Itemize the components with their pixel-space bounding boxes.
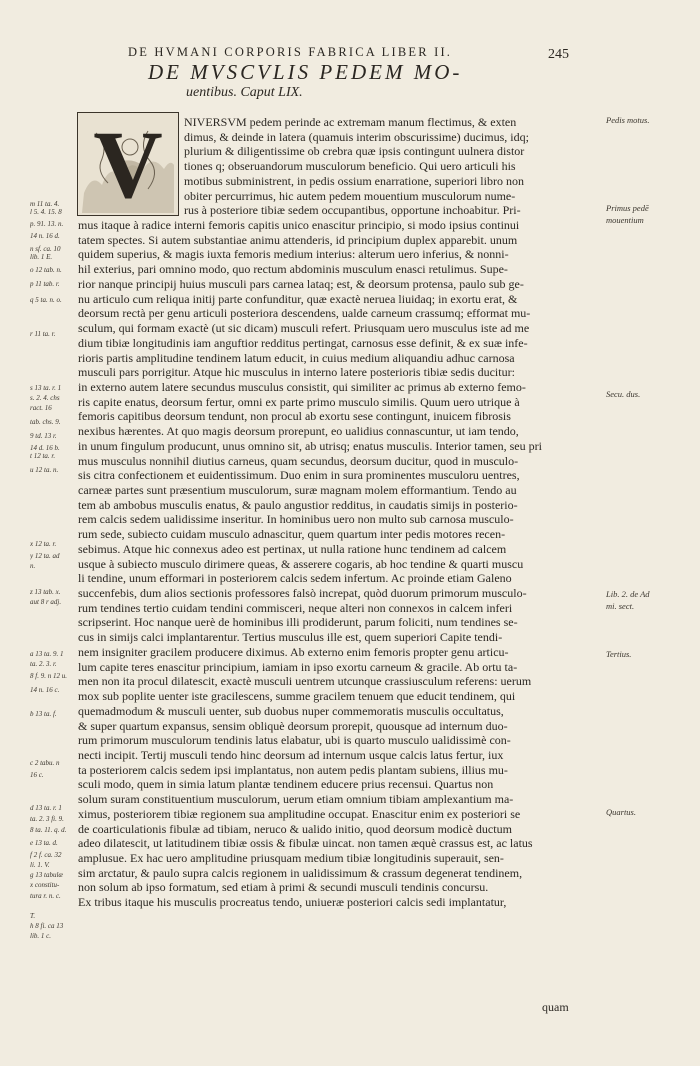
- margin-note-right: mouentium: [606, 216, 644, 225]
- margin-note-left: p. 91. 13. n.: [30, 220, 64, 228]
- body-line: nexibus hærentes. At quo magis deorsum prorepunt, eo ualidius connascuntur, ut iam tendo,: [78, 424, 519, 439]
- page-number: 245: [548, 47, 569, 62]
- body-line: sim arctatur, & paulo supra calcis regionem in ualidissimum & crassum degenerat tendinem,: [78, 865, 523, 880]
- margin-note-left: f 2 f. ca. 32: [30, 851, 62, 859]
- margin-note-left: r 11 ta. r.: [30, 330, 56, 338]
- margin-note-left: s 13 ta. r. 1: [30, 384, 62, 392]
- margin-note-left: a 13 ta. 9. 1: [30, 650, 64, 658]
- body-line: plurium & diligentissime ob crebra quæ ipsis contingunt uulnera distor: [184, 144, 525, 159]
- body-line: necti incipit. Tertij musculi tendo hinc deorsum ad internum usque calcis latus fertur, iux: [78, 747, 504, 762]
- decorated-initial-illustration: [78, 113, 178, 215]
- body-line: dium tibiæ longitudinis iam anguftior redditus pertingat, carnosus esse definit, & ex suæ infe-: [78, 335, 528, 350]
- body-line: motibus subministrent, in pedis ossium enarratione, superiori libro non: [184, 173, 524, 188]
- margin-note-left: ta. 2. 3. r.: [30, 660, 57, 668]
- body-line: Ex tribus itaque his musculis procreatus tendo, uniueræ posteriori calcis sedi implantatur,: [78, 895, 507, 910]
- body-line: non solum ab ipso formatum, sed etiam à primi & secundi musculi tendinis concursu.: [78, 880, 489, 895]
- body-line: rioris partis amplitudine tendinem latum educit, in cuius medium aliquandiu adhuc carnosa: [78, 350, 515, 365]
- body-line: quidem superius, & magis iuxta femoris medium interius: alterum uero inferius, & nonni-: [78, 247, 509, 262]
- body-line: mox sub poplite uenter iste gracilescens, summe gracilem tenuem que educit tendinem, qui: [78, 689, 516, 704]
- body-line: deorsum rectà per genu articuli posteriora descendens, ualde carneum crassumq; efformat mu-: [78, 306, 531, 321]
- margin-note-left: 8 ta. 11. q. d.: [30, 826, 67, 834]
- margin-note-left: tura r. n. c.: [30, 892, 61, 900]
- body-line: nu articulo cum reliqua initij parte confunditur, quæ exactè neruea liuidaq; in exortu erat, &: [78, 291, 518, 306]
- body-line: cus in simijs calci implantarentur. Tertius musculus ille est, quem superiori Capite tendi-: [78, 630, 503, 645]
- margin-note-left: aut 8 r adj.: [30, 598, 62, 606]
- body-line: rus à posteriore tibiæ sedem occupantibus, opportune inchoabitur. Pri-: [184, 203, 521, 218]
- body-line: in unum fingulum producunt, unus omnino sit, ab utrisq; enatus musculis. Interior tamen, seu pri: [78, 438, 542, 453]
- margin-note-left: t 12 ta. r.: [30, 452, 56, 460]
- margin-note-left: 16 c.: [30, 771, 44, 779]
- body-line: ximus, posteriorem tibiæ regionem sua amplitudine occupat. Enascitur enim ex posteriori se: [78, 806, 521, 821]
- body-line: femoris capitibus deorsum tendunt, non procul ab exortu sese contingunt, inuicem fibrosis: [78, 409, 511, 424]
- body-line: usque à subiecto musculo dirimere queas, & asserere cogaris, ab hoc tendine & quarti muscu: [78, 556, 524, 571]
- margin-note-left: q 5 ta. n. o.: [30, 296, 62, 304]
- margin-note-left: 8 f. 9. n 12 u.: [30, 672, 67, 680]
- margin-note-right: Tertius.: [606, 650, 632, 659]
- margin-note-left: 9 td. 13 r.: [30, 432, 57, 440]
- margin-note-left: s. 2. 4. chs: [30, 394, 60, 402]
- margin-note-left: tab. chs. 9.: [30, 418, 61, 426]
- body-line: sebimus. Atque hic connexus adeo est pertinax, ut nulla ratione hunc tendinem ad calcem: [78, 541, 507, 556]
- margin-note-right: mi. sect.: [606, 602, 635, 611]
- margin-note-left: 14 n. 16 d.: [30, 232, 60, 240]
- body-line: quemadmodum & musculi uenter, sub duobus nuper commemoratis musculis occultatus,: [78, 703, 504, 718]
- initial-letter: V: [93, 113, 163, 215]
- margin-note-left: ta. 2. 3 fi. 9.: [30, 815, 64, 823]
- margin-note-right: Secu. dus.: [606, 390, 641, 399]
- body-line: succenfebis, dum alios sectionis professores falsò increpat, quòd duorum primorum musculo-: [78, 586, 527, 601]
- body-line: scripserint. Hoc nanque uerè de hominibus illi prodiderunt, parum foliciti, num tendines se-: [78, 615, 518, 630]
- margin-note-left: li. 1. V.: [30, 861, 50, 869]
- margin-note-right: Lib. 2. de Ad: [606, 590, 650, 599]
- margin-note-left: e 13 ta. d.: [30, 839, 58, 847]
- body-line: sculum, qui formam exactè (ut sic dicam) musculi refert. Priusquam uero musculus iste ad me: [78, 321, 530, 336]
- body-line: dimus, & deinde in latera (quamuis interim obscurissime) ducimus, idq;: [184, 129, 529, 144]
- body-line: mus itaque à radice interni femoris capitis unico enascitur principio, si modo ipsius continui: [78, 218, 520, 233]
- body-line: mus musculus nonnihil diutius carneus, quam secundus, deorsum ducitur, quod in musculo-: [78, 453, 519, 468]
- margin-note-left: ract. 16: [30, 404, 52, 412]
- body-line: lum capite teres enascitur principium, iamiam in ipso exortu carneum & gracile. Ab ortu ta-: [78, 659, 518, 674]
- margin-note-left: b 13 ta. f.: [30, 710, 57, 718]
- margin-note-left: lib. 1 E.: [30, 253, 53, 261]
- margin-note-left: T.: [30, 912, 36, 920]
- chapter-title: DE MVSCVLIS PEDEM MO-: [148, 60, 463, 84]
- body-line: carneæ partes sunt præsentium musculorum, suræ magnam molem efformantium. Tendo au: [78, 483, 517, 497]
- chapter-subtitle: uentibus. Caput LIX.: [186, 85, 303, 100]
- margin-note-left: p 11 tab. r.: [30, 280, 60, 288]
- margin-note-left: l 5. 4. 15. 8: [30, 208, 62, 216]
- body-line: li tendine, unum efformari in posteriorem calcis sedem infertum. Ac proinde etiam Galeno: [78, 571, 512, 586]
- catchword: quam: [542, 1000, 569, 1014]
- running-head: DE HVMANI CORPORIS FABRICA LIBER II.: [128, 45, 453, 59]
- margin-note-left: z 13 tab. x.: [30, 588, 61, 596]
- body-line: NIVERSVM pedem perinde ac extremam manum flectimus, & exten: [184, 115, 517, 129]
- margin-note-left: x constitu-: [30, 881, 60, 889]
- margin-note-right: Quartus.: [606, 808, 636, 817]
- body-line: in externo autem latere secundus musculus consistit, qui similiter ac primus ab externo femo-: [78, 379, 526, 394]
- margin-note-left: m 11 ta. 4.: [30, 200, 60, 208]
- body-line: adeo dilatescit, ut latitudinem tibiæ ossis & fibulæ uincat. non tamen æquè crassus est, ac latus: [78, 836, 533, 851]
- margin-note-left: c 2 tabu. n: [30, 759, 60, 767]
- body-line: tem ab ambobus musculis enatus, & paulo angustior redditus, in caudatis simijs in posterio-: [78, 497, 518, 512]
- body-line: musculi pars porrigitur. Atque hic musculus in interno latere posterioris tibiæ sedis ducitur:: [78, 365, 515, 380]
- body-line: rior nanque principij huius musculi pars carnea lataq; est, & deorsum protensa, paulo sub ge-: [78, 276, 524, 291]
- body-line: ta posteriorem calcis sedem ipsi implantatus, non autem pedis plantam subiens, illius mu-: [78, 762, 508, 777]
- margin-note-left: h 8 fi. ca 13: [30, 922, 64, 930]
- margin-note-left: lib. 1 c.: [30, 932, 51, 940]
- margin-note-left: o 12 tab. n.: [30, 266, 62, 274]
- margin-note-left: x 12 ta. r.: [30, 540, 57, 548]
- body-line: amplusue. Ex hac uero amplitudine priusquam medium tibiæ longitudinis superauit, sen-: [78, 851, 504, 865]
- body-line: men non ita procul dilatescit, exactè musculi uentrem utcunque crassiusculum referens: uerum: [78, 674, 532, 689]
- margin-note-left: n.: [30, 562, 36, 570]
- body-line: & super quartum expansus, sensim obliquè deorsum prorepit, quousque ad internum duo-: [78, 718, 508, 733]
- body-line: de coarticulationis fibulæ ad tibiam, neruco & ualido initio, quod deorsum modicè ductum: [78, 821, 512, 836]
- margin-note-left: 14 n. 16 c.: [30, 686, 60, 694]
- body-line: rum primorum musculorum tendinis latus elabatur, ubi is quarto musculo ualidissimè con-: [78, 733, 511, 748]
- body-line: sis citra confectionem et euidentissimum. Duo enim in sura prominentes musculoru uentres,: [78, 468, 520, 483]
- margin-note-left: g 13 tabulæ: [30, 871, 64, 879]
- body-line: sculi modo, quem in simia latum plantæ tendinem educere prius recensui. Quartus non: [78, 777, 494, 792]
- margin-note-left: y 12 ta. ad: [30, 552, 60, 560]
- body-line: nem insigniter gracilem producere diximus. Ab externo enim femoris propter genu articu-: [78, 644, 509, 659]
- body-line: rum tendines tertio cuidam tendini commisceri, neque alteri non connexos in calcem inferi: [78, 600, 513, 615]
- margin-note-left: u 12 ta. n.: [30, 466, 59, 474]
- body-line: rum sede, subiecto cuidam musculo adnascitur, quem quartum inter pedis motores recen-: [78, 527, 506, 542]
- body-line: solum suram constituentium musculorum, uerum etiam omnium tibiam amplexantium ma-: [78, 792, 514, 807]
- body-line: tiones q; obseruandorum musculorum beneficio. Qui uero articuli his: [184, 159, 516, 174]
- body-line: tatem spectes. Si autem substantiae animu attenderis, id principium duplex apparebit. unum: [78, 232, 518, 247]
- margin-note-right: Primus pedē: [606, 204, 649, 213]
- body-line: hil exterius, pari omnino modo, quo rectum abdominis musculum enasci retulimus. Supe-: [78, 262, 508, 277]
- margin-note-left: 14 d. 16 b.: [30, 444, 60, 452]
- body-line: ris capite enatus, deorsum fertur, omni ex parte primo musculo similis. Quum uero utrique à: [78, 394, 520, 409]
- margin-note-right: Pedis motus.: [606, 116, 650, 125]
- margin-note-left: d 13 ta. r. 1: [30, 804, 62, 812]
- body-line: rem calcis sedem ualidissime inseritur. In hominibus uero non multo sub carnosa musculo-: [78, 512, 514, 527]
- margin-note-left: n sf. ca. 10: [30, 245, 61, 253]
- body-line: obiter percurrimus, hic autem pedem mouentium musculorum nume-: [184, 188, 516, 203]
- decorated-initial: [77, 112, 179, 216]
